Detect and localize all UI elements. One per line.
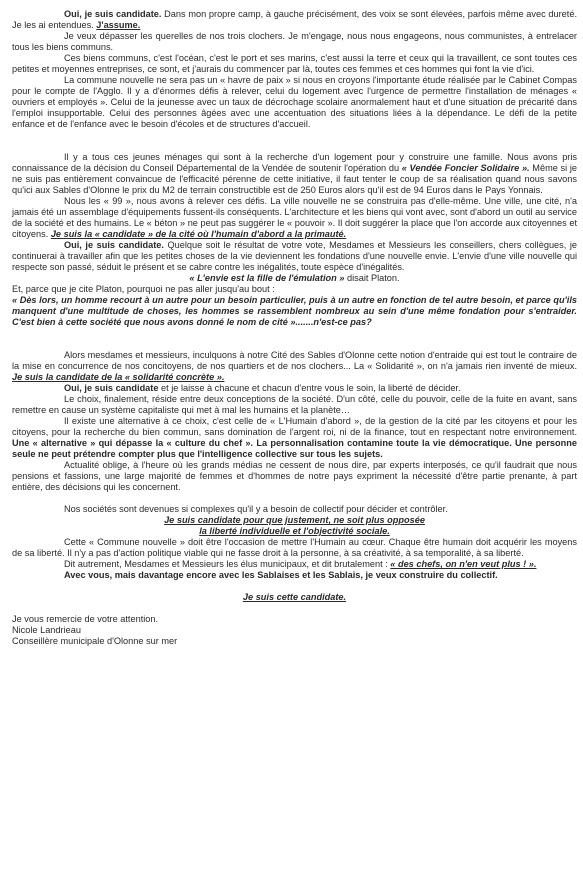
signature-name: Nicole Landrieau bbox=[12, 625, 81, 635]
candidate-statement-line-2: la liberté individuelle et l'objectivité sociale. bbox=[199, 526, 390, 536]
paragraph-12: Oui, je suis candidate et je laisse à chacune et chacun d'entre vous le soin, la liberté de décider. bbox=[64, 383, 461, 393]
paragraph-9: Et, parce que je cite Platon, pourquoi ne pas aller jusqu'au bout : bbox=[12, 284, 275, 294]
closing-statement: Je suis cette candidate. bbox=[242, 592, 347, 602]
platon-quote-line: « L'envie est la fille de l'émulation » disait Platon. bbox=[189, 273, 400, 283]
paragraph-16: Nos sociétés sont devenues si complexes qu'il y a besoin de collectif pour décider et contrôler. bbox=[64, 504, 448, 514]
paragraph-14: Il existe une alternative à ce choix, c'est celle de « L'Humain d'abord », de la gestion de la cité par les citoyens et pour les citoyens, pour la recherche du bien commun, sans domination de l'argent roi, ni de la finance, tout en respectant notre environnement. Une « alternative » qui dépasse la « culture du chef ». La personnalisation contamine toute la vie démocratique. Une personne seule ne peut prétendre compter plus que l'intelligence collective sur tous les sujets. bbox=[12, 416, 577, 459]
paragraph-20: Avec vous, mais davantage encore avec les Sablaises et les Sablais, je veux construire du collectif. bbox=[64, 570, 498, 580]
paragraph-6: Nous les « 99 », nous avons à relever ces défis. La ville nouvelle ne se construira pas d'elle-même. Une ville, une cité, n'a jamais été un assemblage d'équipements fussent-ils conséquents. L'architecture et les biens qui vont avec, sont d'abord un outil au service de la société et des humains. Le « béton » ne peut pas suggérer le « pouvoir ». Il doit suggérer la place que l'on accorde aux citoyennes et citoyens. Je suis la « candidate » de la cité où l'humain d'abord a la primauté. bbox=[12, 196, 578, 239]
paragraph-19: Dit autrement, Mesdames et Messieurs les élus municipaux, et dit brutalement : « des chefs, on n'en veut plus ! ». bbox=[64, 559, 537, 569]
candidate-statement-line-1: Je suis candidate pour que justement, ne soit plus opposée bbox=[164, 515, 425, 525]
platon-citation: « Dès lors, un homme recourt à un autre pour un besoin particulier, puis à un autre en fonction de tel autre besoin, et parce qu'ils manquent d'une multitude de choses, les hommes se rassemblent nombreux au sein d'une même fondation pour s'entraider. C'est bien à cette société que nous avons donné le nom de cité ».......n'est-ce pas? bbox=[12, 295, 577, 327]
thanks-line: Je vous remercie de votre attention. bbox=[12, 614, 159, 624]
paragraph-18: Cette « Commune nouvelle » doit être l'occasion de mettre l'Humain au cœur. Chaque être humain doit acquérir les moyens de sa liberté. Il n'y a pas d'action politique viable qui ne fasse droit à la personne, à sa créativité, à sa temporalité, à sa liberté. bbox=[12, 537, 577, 558]
paragraph-15: Actualité oblige, à l'heure où les grands médias ne cessent de nous dire, par experts interposés, ce qu'il faudrait que nous pensions et fassions, une large majorité de femmes et d'hommes de notre pays expriment la nécessité d'être partie prenante, à part entière, des décisions qui les concernent. bbox=[12, 460, 577, 492]
paragraph-2: Je veux dépasser les querelles de nos trois clochers. Je m'engage, nous nous engageons, nous communistes, à entrelacer tous les biens communs. bbox=[12, 31, 577, 52]
paragraph-11: Alors mesdames et messieurs, inculquons à notre Cité des Sables d'Olonne cette notion d'entraide qui est tout le contraire de la mise en concurrence de nos concitoyens, de nos quartiers et de nos clochers... La « Solidarité », on n'a jamais rien inventé de mieux. Je suis la candidate de la « solidarité concrète ». bbox=[12, 350, 577, 382]
paragraph-13: Le choix, finalement, réside entre deux conceptions de la société. D'un côté, celle du pouvoir, celle de la fuite en avant, sans remettre en cause un système capitaliste qui met à mal les humains et la planète… bbox=[12, 394, 577, 415]
paragraph-7: Oui, je suis candidate. Quelque soit le résultat de votre vote, Mesdames et Messieurs les conseillers, chers collègues, je continuerai à travailler afin que les petites choses de la vie deviennent les fondations d'une nouvelle envie. L'envie d'une ville nouvelle qui respecte son passé, séduit le présent et se cabre contre les inégalités, toute espèce d'inégalités. bbox=[12, 240, 577, 272]
paragraph-1: Oui, je suis candidate. Dans mon propre camp, à gauche précisément, des voix se sont élevées, parfois même avec dureté. Je les ai entendues. J'assume. bbox=[12, 9, 578, 30]
paragraph-5: Il y a tous ces jeunes ménages qui sont à la recherche d'un logement pour y construire une famille. Nous avons pris connaissance de la décision du Conseil Départemental de la Vendée de soutenir l'opération du « Vendée Foncier Solidaire ». Même si je ne suis pas entièrement convaincue de l'efficacité pérenne de cette initiative, il faut tenter le coup de sa réalisation quand nous savons qu'ici aux Sables d'Olonne le prix du M2 de terrain constructible est de 250 Euros alors qu'il est de 94 Euros dans le Pays Yonnais. bbox=[12, 152, 577, 195]
paragraph-4: La commune nouvelle ne sera pas un « havre de paix » si nous en croyons l'importante étude réalisée par le Cabinet Compas pour le compte de l'Agglo. Il y a d'énormes défis à relever, celui du logement avec l'urgence de permettre l'installation de ménages « ouvriers et employés ». Celui de la jeunesse avec un taux de décrochage scolaire anormalement haut et d'une situation de précarité dans l'emploi insupportable. Celui des personnes âgées avec une accentuation des situations liées à la dépendance. Le défi de la petite enfance et de l'enfance avec le besoin d'écoles et de structures d'accueil. bbox=[12, 75, 577, 129]
signature-title: Conseillère municipale d'Olonne sur mer bbox=[12, 636, 178, 646]
paragraph-3: Ces biens communs, c'est l'océan, c'est le port et ses marins, c'est aussi la terre et ceux qui la travaillent, ce sont toutes ces petites et moyennes entreprises, ce sont, et j'aurais du commencer par là, toutes ces femmes et ces hommes qui font la vie d'ici. bbox=[12, 53, 577, 74]
